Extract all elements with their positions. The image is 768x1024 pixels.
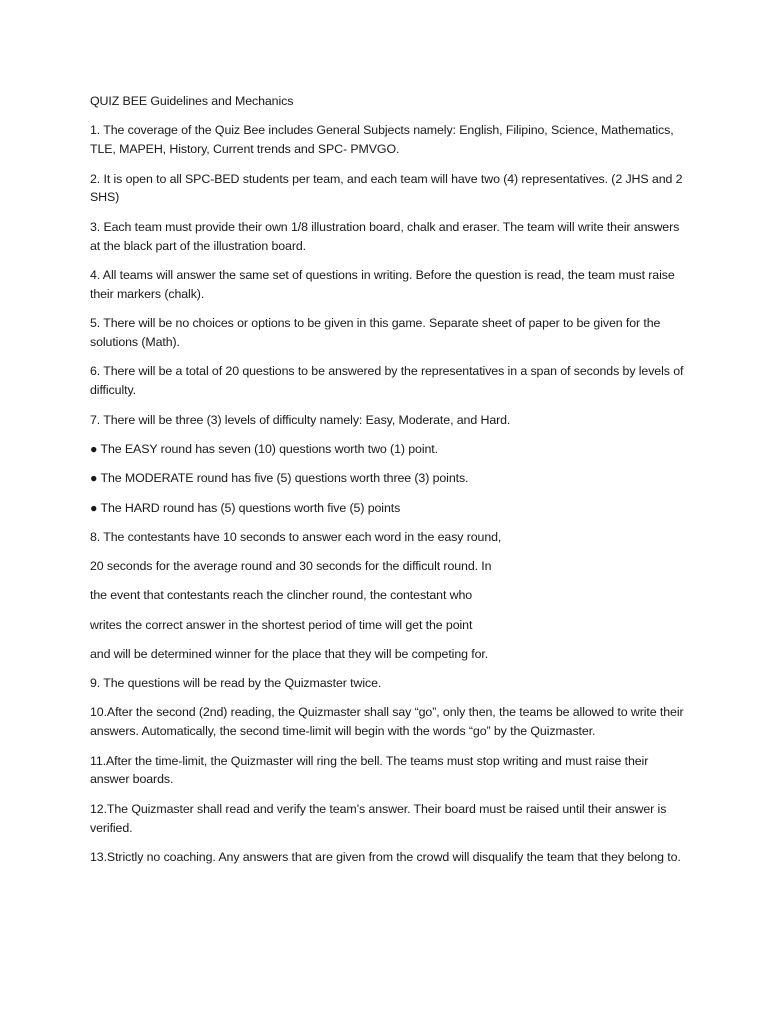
guideline-1: 1. The coverage of the Quiz Bee includes General Subjects namely: English, Filipino, Science, Mathematics, TLE, MAPEH, History, Current trends and SPC- PMVGO. (90, 123, 674, 157)
guideline-5: 5. There will be no choices or options to be given in this game. Separate sheet of paper to be given for the solutions (Math). (90, 316, 661, 349)
guideline-4: 4. All teams will answer the same set of questions in writing. Before the question is read, the team must raise their markers (chalk). (90, 267, 675, 301)
guideline-12: 12.The Quizmaster shall read and verify the team’s answer. Their board must be raised until their answer is verified. (90, 801, 667, 835)
guideline-2: 2. It is open to all SPC-BED students per team, and each team will have two (4) representatives. (2 JHS and 2 SHS) (90, 171, 683, 205)
guideline-3: 3. Each team must provide their own 1/8 illustration board, chalk and eraser. The team will write their answers at the black part of the illustration board. (90, 219, 680, 253)
document-page (90, 92, 690, 877)
guideline-8-line-4: writes the correct answer in the shortest period of time will get the point (90, 617, 473, 632)
guideline-6: 6. There will be a total of 20 questions to be answered by the representatives in a span of seconds by levels of difficulty. (90, 364, 684, 398)
guideline-8-line-1: 8. The contestants have 10 seconds to answer each word in the easy round, (90, 530, 502, 545)
bullet-easy-round: ● The EASY round has seven (10) questions worth two (1) point. (90, 441, 438, 456)
guideline-8-line-3: the event that contestants reach the clincher round, the contestant who (90, 588, 473, 603)
guideline-13: 13.Strictly no coaching. Any answers that are given from the crowd will disqualify the team that they belong to. (90, 849, 681, 864)
guideline-7: 7. There will be three (3) levels of difficulty namely: Easy, Moderate, and Hard. (90, 412, 511, 427)
guideline-8-line-5: and will be determined winner for the place that they will be competing for. (90, 646, 489, 661)
bullet-hard-round: ● The HARD round has (5) questions worth five (5) points (90, 500, 401, 515)
guideline-8-line-2: 20 seconds for the average round and 30 seconds for the difficult round. In (90, 559, 492, 574)
guideline-9: 9. The questions will be read by the Quizmaster twice. (90, 676, 382, 691)
guideline-11: 11.After the time-limit, the Quizmaster will ring the bell. The teams must stop writing and must raise their answer boards. (90, 753, 649, 787)
guideline-10: 10.After the second (2nd) reading, the Quizmaster shall say “go”, only then, the teams be allowed to write their answers. Automatically, the second time-limit will begin with the words “go” by the Quizmaster. (90, 705, 684, 739)
document-title: QUIZ BEE Guidelines and Mechanics (90, 94, 294, 108)
bullet-moderate-round: ● The MODERATE round has five (5) questions worth three (3) points. (90, 471, 469, 486)
